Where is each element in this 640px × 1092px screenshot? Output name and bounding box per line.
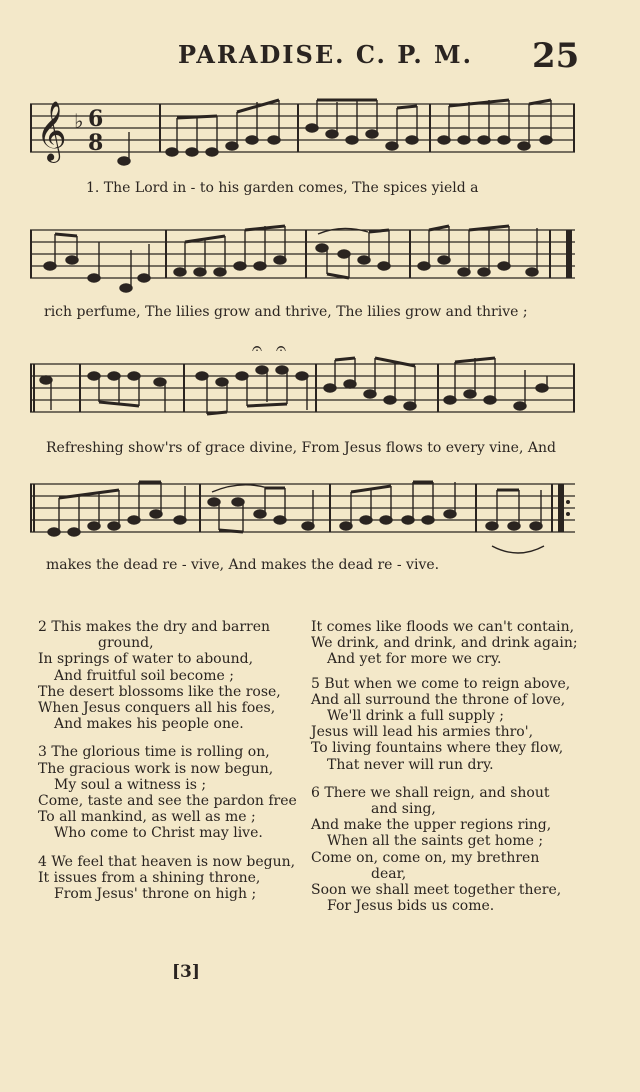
staff-lines [30,104,575,152]
hymn-title: PARADISE. C. P. M. [178,40,473,69]
staff-2 [30,222,578,298]
lyric-line-4: makes the dead re - vive, And makes the dead re - vive. [46,557,440,573]
stanza-3 [38,744,328,841]
verse-line: Come on, come on, my brethren [311,849,540,866]
lyric-line-2: rich perfume, The lilies grow and thrive, The lilies grow and thrive ; [44,304,528,320]
verse-line: For Jesus bids us come. [327,898,495,915]
staff-3 [30,340,578,432]
lyric-line-3: Refreshing show'rs of grace divine, From Jesus flows to every vine, And [46,440,556,456]
music-system-1 [30,96,578,168]
verse-line: 5 But when we come to reign above, [311,675,571,692]
verse-line: It issues from a shining throne, [38,869,261,886]
treble-clef-icon: 𝄞 [36,101,67,161]
verse-line: And all surround the throne of love, [311,691,566,708]
verse-line: ground, [98,635,154,652]
verse-line: When Jesus conquers all his foes, [38,700,276,717]
verse-line: Soon we shall meet together there, [311,882,562,899]
verses-right-column [311,619,601,926]
verse-line: Jesus will lead his armies thro', [311,724,534,741]
verses-left-column [38,619,328,914]
final-bar [566,230,572,278]
verse-line: We'll drink a full supply ; [327,708,504,725]
verse-line: And fruitful soil become ; [54,667,234,684]
svg-text:8: 8 [88,130,104,156]
fermata-icon: 𝄐 [276,340,287,359]
verse-line: 4 We feel that heaven is now begun, [38,853,296,870]
time-signature: 6 [88,106,104,132]
verse-line: In springs of water to abound, [38,651,254,668]
verse-line: The gracious work is now begun, [38,760,274,777]
page-number: 25 [532,36,580,76]
tie [318,228,368,234]
verse-line: 6 There we shall reign, and shout [311,784,550,801]
verse-line: My soul a witness is ; [54,776,207,793]
verse-line: The desert blossoms like the rose, [38,683,281,700]
verse-line: Who come to Christ may live. [54,825,263,842]
verse-line: From Jesus' throne on high ; [54,886,257,903]
verse-line: We drink, and drink, and drink again; [311,635,578,652]
verse-line: And yet for more we cry. [327,651,502,668]
verse-line: dear, [371,865,407,882]
stanza-2 [38,619,328,732]
staff-4 [30,474,578,556]
verse-line: To all mankind, as well as me ; [38,809,256,826]
verse-line: To living fountains where they flow, [311,740,564,757]
verse-line: 3 The glorious time is rolling on, [38,744,270,761]
tie [212,485,268,492]
verse-line: And make the upper regions ring, [311,817,552,834]
verse-line: That never will run dry. [327,756,494,773]
fermata-icon: 𝄐 [252,340,263,359]
signature-mark: [3] [172,962,200,982]
music-system-2 [30,222,578,298]
verse-line: And makes his people one. [54,716,244,733]
fermata-arc [492,546,544,553]
staff-1 [30,96,578,168]
verse-line: and sing, [371,801,436,818]
stanza-5 [311,676,601,773]
verse-line: Come, taste and see the pardon free [38,793,297,810]
stanza-4 [38,854,328,903]
stanza-6 [311,785,601,915]
verse-line: It comes like floods we can't contain, [311,619,575,635]
notes [118,100,552,165]
music-system-3 [30,340,578,432]
verse-line: 2 This makes the dry and barren [38,619,271,635]
verse-line: When all the saints get home ; [327,833,544,850]
music-system-4 [30,474,578,556]
final-bar [558,484,564,532]
lyric-line-1: 1. The Lord in - to his garden comes, The spices yield a [86,180,479,196]
stanza-4-continued [311,619,601,668]
flat-icon: ♭ [74,109,84,133]
